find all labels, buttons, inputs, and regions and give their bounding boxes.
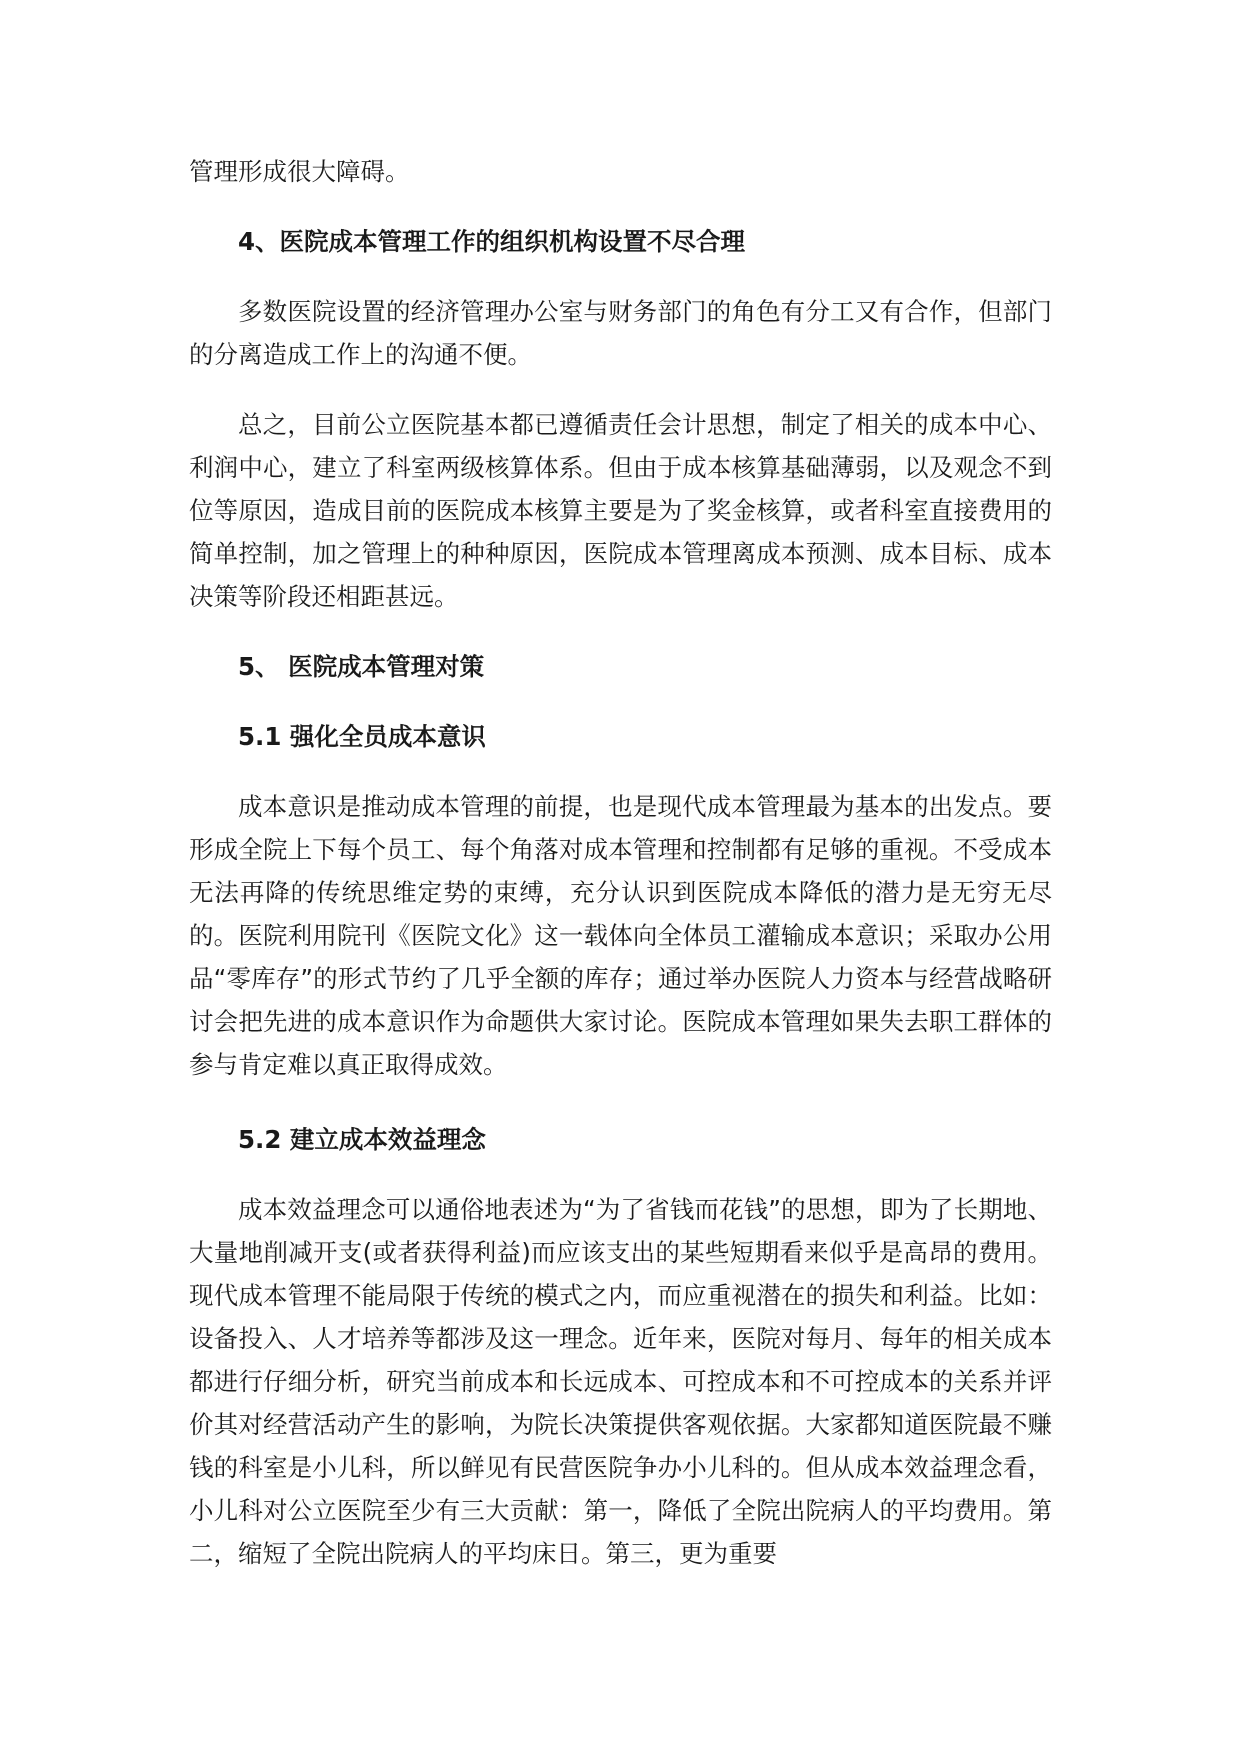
heading-section-5-2: 5.2 建立成本效益理念 [238, 1125, 486, 1154]
paragraph-summary: 总之，目前公立医院基本都已遵循责任会计思想，制定了相关的成本中心、利润中心，建立了科室两级核算体系。但由于成本核算基础薄弱，以及观念不到位等原因，造成目前的医院成本核算主要是为了奖金核算，或者科室直接费用的简单控制，加之管理上的种种原因，医院成本管理离成本预测、成本目标、成本决策等阶段还相距甚远。 [189, 410, 1052, 611]
document-body [189, 150, 1052, 1575]
heading-section-5-1: 5.1 强化全员成本意识 [238, 722, 486, 751]
paragraph-cost-benefit: 成本效益理念可以通俗地表述为“为了省钱而花钱”的思想，即为了长期地、大量地削减开支(或者获得利益)而应该支出的某些短期看来似乎是高昂的费用。现代成本管理不能局限于传统的模式之内，而应重视潜在的损失和利益。比如：设备投入、人才培养等都涉及这一理念。近年来，医院对每月、每年的相关成本都进行仔细分析，研究当前成本和长远成本、可控成本和不可控成本的关系并评价其对经营活动产生的影响，为院长决策提供客观依据。大家都知道医院最不赚钱的科室是小儿科，所以鲜见有民营医院争办小儿科的。但从成本效益理念看，小儿科对公立医院至少有三大贡献：第一，降低了全院出院病人的平均费用。第二，缩短了全院出院病人的平均床日。第三，更为重要 [189, 1195, 1052, 1568]
heading-section-5: 5、 医院成本管理对策 [238, 652, 485, 681]
heading-section-4: 4、医院成本管理工作的组织机构设置不尽合理 [238, 227, 746, 256]
paragraph-continued: 管理形成很大障碍。 [189, 157, 410, 186]
paragraph-cost-awareness: 成本意识是推动成本管理的前提，也是现代成本管理最为基本的出发点。要形成全院上下每个员工、每个角落对成本管理和控制都有足够的重视。不受成本无法再降的传统思维定势的束缚，充分认识到医院成本降低的潜力是无穷无尽的。医院利用院刊《医院文化》这一载体向全体员工灌输成本意识；采取办公用品“零库存”的形式节约了几乎全额的库存；通过举办医院人力资本与经营战略研讨会把先进的成本意识作为命题供大家讨论。医院成本管理如果失去职工群体的参与肯定难以真正取得成效。 [189, 792, 1052, 1079]
paragraph-org-structure: 多数医院设置的经济管理办公室与财务部门的角色有分工又有合作，但部门的分离造成工作上的沟通不便。 [189, 297, 1052, 369]
